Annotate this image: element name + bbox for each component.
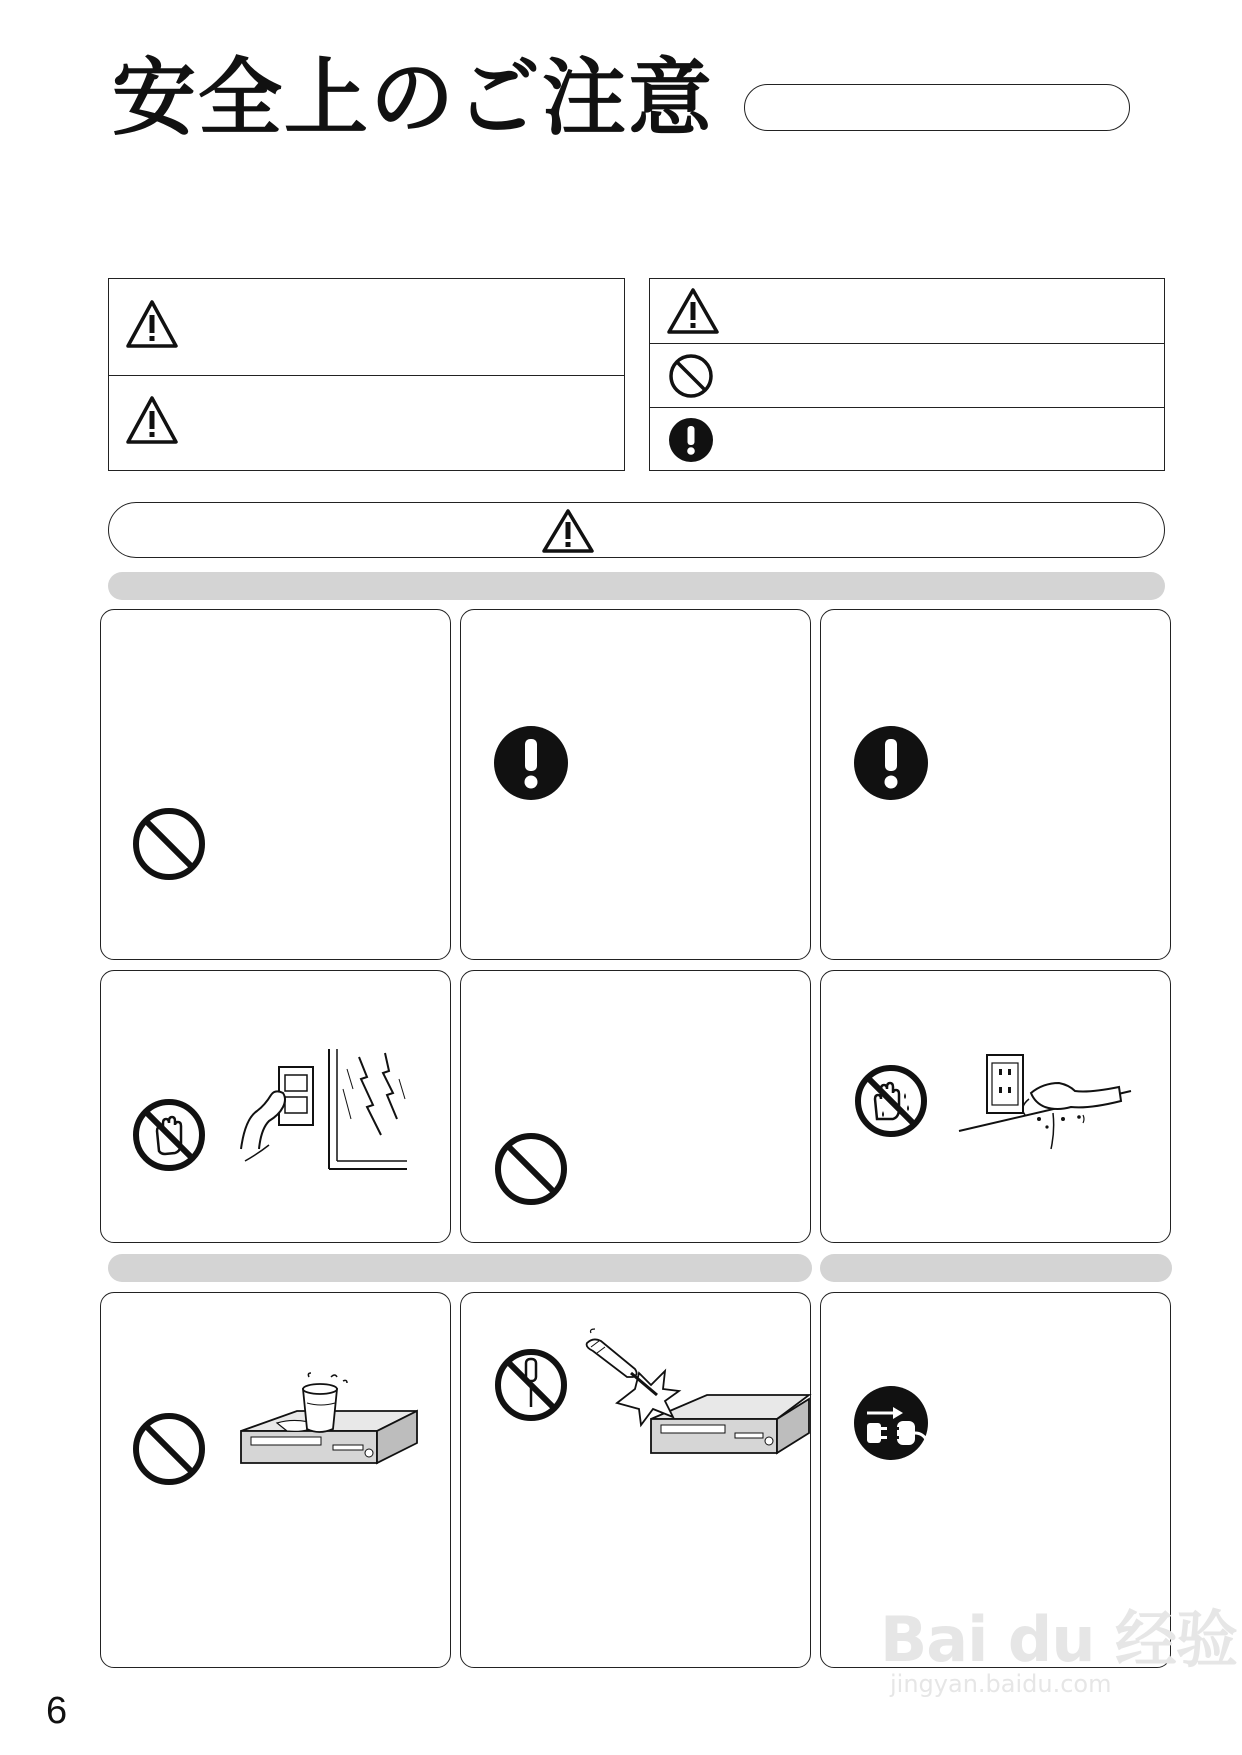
category-bar xyxy=(108,1254,812,1282)
outlet-thunder-illustration xyxy=(239,1049,429,1174)
precaution-card xyxy=(820,609,1171,960)
precaution-card xyxy=(460,1292,811,1668)
wet-hand-outlet-illustration xyxy=(959,1049,1159,1159)
symbol-legend-box xyxy=(649,278,1165,471)
no-wet-hands-icon xyxy=(853,1063,929,1139)
exclamation-circle-icon xyxy=(853,725,929,801)
title-side-pill xyxy=(744,84,1130,131)
precaution-card xyxy=(460,609,811,960)
caution-triangle-icon xyxy=(125,395,179,445)
baidu-watermark-logo: Bai du 经验 xyxy=(880,1603,1238,1676)
warning-triangle-icon xyxy=(541,508,595,554)
category-bar xyxy=(820,1254,1172,1282)
prohibition-icon xyxy=(131,806,207,882)
warning-triangle-icon xyxy=(125,299,179,349)
unplug-icon xyxy=(853,1385,929,1461)
no-touch-hand-icon xyxy=(131,1097,207,1173)
category-bar xyxy=(108,572,1165,600)
prohibition-icon xyxy=(493,1131,569,1207)
precaution-card xyxy=(100,609,451,960)
page-title: 安全上のご注意 xyxy=(112,49,715,147)
precaution-card xyxy=(100,970,451,1243)
exclamation-circle-icon xyxy=(668,417,714,463)
no-disassembly-icon xyxy=(493,1347,569,1423)
baidu-watermark-url: jingyan.baidu.com xyxy=(890,1670,1112,1698)
precaution-card xyxy=(460,970,811,1243)
recorder-screwdriver-illustration xyxy=(587,1333,809,1463)
page-number: 6 xyxy=(46,1690,68,1732)
exclamation-circle-icon xyxy=(493,725,569,801)
prohibition-icon xyxy=(131,1411,207,1487)
warning-legend-box xyxy=(108,278,625,471)
warning-section-header xyxy=(108,502,1165,558)
recorder-spill-illustration xyxy=(237,1373,422,1483)
warning-triangle-icon xyxy=(666,287,720,335)
precaution-card xyxy=(820,970,1171,1243)
prohibition-icon xyxy=(668,353,714,399)
precaution-card xyxy=(100,1292,451,1668)
